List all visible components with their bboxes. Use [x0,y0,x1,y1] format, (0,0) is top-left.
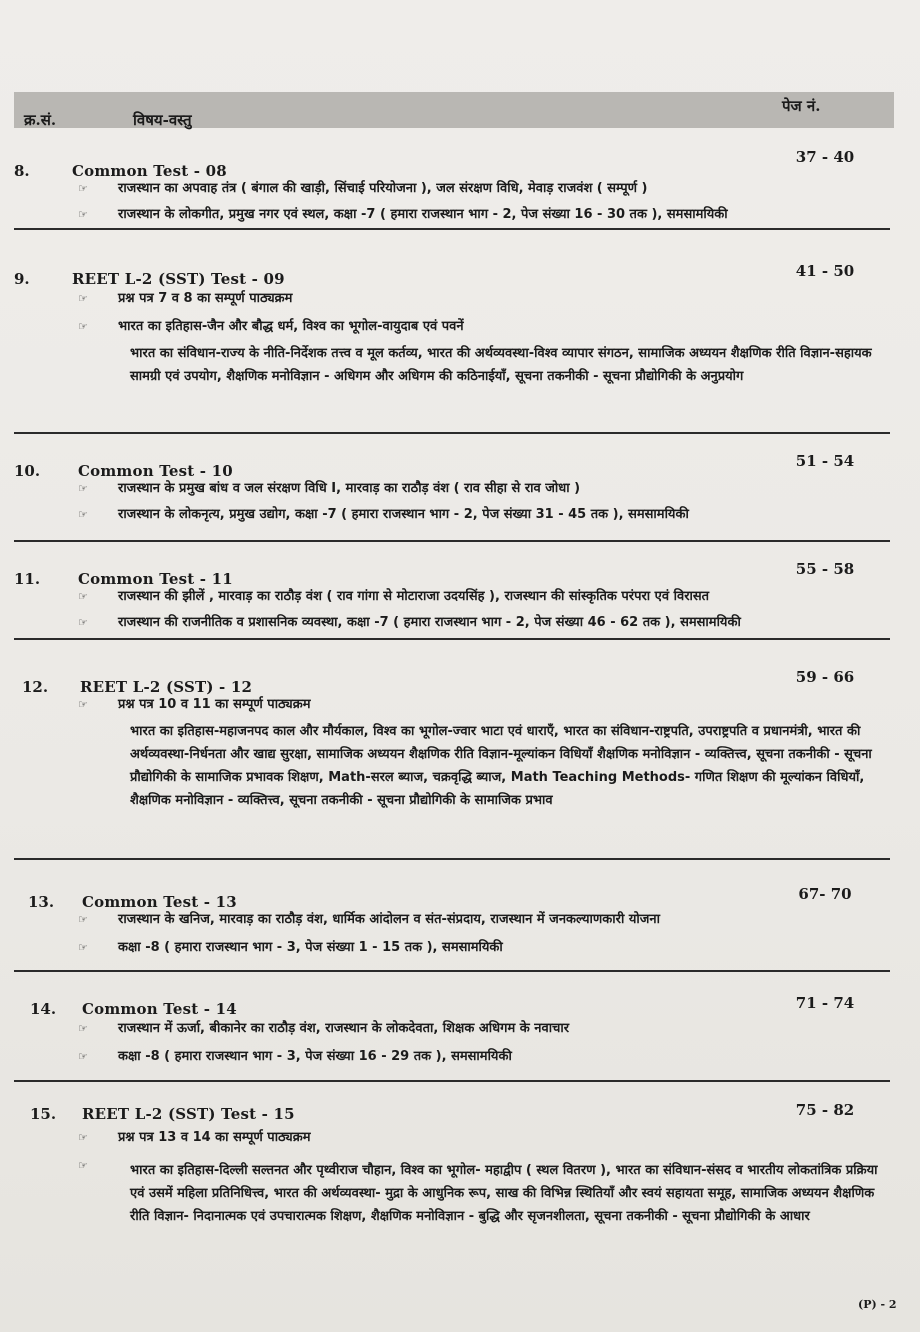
page-footer: (P) - 2 [858,1298,897,1311]
divider [14,638,890,640]
entry-number: 11. [14,570,41,588]
divider [14,432,890,434]
pointing-hand-icon: ☞ [78,616,88,629]
pointing-hand-icon: ☞ [78,1050,88,1063]
divider [14,970,890,972]
entry-pages: 59 - 66 [795,668,855,686]
pointing-hand-icon: ☞ [78,1159,88,1172]
pointing-hand-icon: ☞ [78,698,88,711]
entry-line: ☞ राजस्थान की झीलें , मारवाड़ का राठौड़ वंश ( राव गांगा से मोटाराजा उदयसिंह ), राजस्थान की सांस्कृतिक परंपरा एवं विरासत [78,589,710,604]
entry-number: 13. [28,893,55,911]
entry-number: 8. [14,162,30,180]
entry-number: 15. [30,1105,57,1123]
entry-line: ☞ कक्षा -8 ( हमारा राजस्थान भाग - 3, पेज संख्या 16 - 29 तक ), समसामयिकी [78,1049,512,1064]
entry-line: ☞ कक्षा -8 ( हमारा राजस्थान भाग - 3, पेज संख्या 1 - 15 तक ), समसामयिकी [78,940,503,955]
pointing-hand-icon: ☞ [78,208,88,221]
header-page-number: पेज नं. [782,97,821,115]
divider [14,858,890,860]
pointing-hand-icon: ☞ [78,1022,88,1035]
pointing-hand-icon: ☞ [78,508,88,521]
entry-line: ☞ प्रश्न पत्र 13 व 14 का सम्पूर्ण पाठ्यक्रम [78,1130,311,1145]
entry-title: REET L-2 (SST) - 12 [80,678,253,696]
entry-line: ☞ राजस्थान के खनिज, मारवाड़ का राठौड़ वंश, धार्मिक आंदोलन व संत-संप्रदाय, राजस्थान में जनकल्याणकारी योजना [78,912,660,927]
entry-number: 9. [14,270,30,288]
entry-title: Common Test - 13 [82,893,237,911]
header-subject: विषय-वस्तु [133,111,192,129]
entry-line: ☞ प्रश्न पत्र 7 व 8 का सम्पूर्ण पाठ्यक्रम [78,291,293,306]
entry-line: भारत का संविधान-राज्य के नीति-निर्देशक तत्त्व व मूल कर्तव्य, भारत की अर्थव्यवस्था-विश्व व्यापार संगठन, सामाजिक अध्ययन शैक्षणिक रीति विज्ञान-सहायक सामग्री एवं उपयोग, शैक्षणिक मनोविज्ञान - अधिगम और अधिगम की कठिनाईयाँ, सूचना तकनीकी - सूचना प्रौद्योगिकी के अनुप्रयोग [130,346,872,384]
entry-line: ☞ भारत का इतिहास-जैन और बौद्ध धर्म, विश्व का भूगोल-वायुदाब एवं पवनें [78,319,464,334]
pointing-hand-icon: ☞ [78,182,88,195]
pointing-hand-icon: ☞ [78,482,88,495]
entry-title: Common Test - 10 [78,462,233,480]
pointing-hand-icon: ☞ [78,320,88,333]
entry-title: Common Test - 14 [82,1000,237,1018]
entry-line: ☞ प्रश्न पत्र 10 व 11 का सम्पूर्ण पाठ्यक्रम [78,697,311,712]
entry-pages: 71 - 74 [795,994,855,1012]
entry-pages: 51 - 54 [795,452,855,470]
entry-pages: 67- 70 [798,885,852,903]
divider [14,228,890,230]
header-serial-number: क्र.सं. [24,111,57,129]
entry-number: 12. [22,678,49,696]
entry-line: ☞ राजस्थान के प्रमुख बांध व जल संरक्षण विधि I, मारवाड़ का राठौड़ वंश ( राव सीहा से राव जोधा ) [78,481,581,496]
pointing-hand-icon: ☞ [78,292,88,305]
divider [14,1080,890,1082]
entry-line: ☞ राजस्थान के लोकनृत्य, प्रमुख उद्योग, कक्षा -7 ( हमारा राजस्थान भाग - 2, पेज संख्या 31 - 45 तक ), समसामयिकी [78,507,689,522]
pointing-hand-icon: ☞ [78,590,88,603]
pointing-hand-icon: ☞ [78,1131,88,1144]
entry-number: 14. [30,1000,57,1018]
entry-line: ☞ राजस्थान की राजनीतिक व प्रशासनिक व्यवस्था, कक्षा -7 ( हमारा राजस्थान भाग - 2, पेज संख्या 46 - 62 तक ), समसामयिकी [78,615,741,630]
pointing-hand-icon: ☞ [78,913,88,926]
entry-line: ☞ राजस्थान के लोकगीत, प्रमुख नगर एवं स्थल, कक्षा -7 ( हमारा राजस्थान भाग - 2, पेज संख्या 16 - 30 तक ), समसामयिकी [78,207,728,222]
entry-line: भारत का इतिहास-महाजनपद काल और मौर्यकाल, विश्व का भूगोल-ज्वार भाटा एवं धाराएँ, भारत का संविधान-राष्ट्रपति, उपराष्ट्रपति व प्रधानमंत्री, भारत की अर्थव्यवस्था-निर्धनता और खाद्य सुरक्षा, सामाजिक अध्ययन शैक्षणिक रीति विज्ञान-मूल्यांकन विधियाँ शैक्षणिक मनोविज्ञान - व्यक्तित्त्व, सूचना तकनीकी - सूचना प्रौद्योगिकी के सामाजिक प्रभावक शिक्षण, Math-सरल ब्याज, चक्रवृद्धि ब्याज, Math Teaching Methods- गणित शिक्षण की मूल्यांकन विधियाँ, शैक्षणिक मनोविज्ञान - व्यक्तित्त्व, सूचना तकनीकी - सूचना प्रौद्योगिकी के सामाजिक प्रभाव [130,724,872,808]
entry-line: ☞ भारत का इतिहास-दिल्ली सल्तनत और पृथ्वीराज चौहान, विश्व का भूगोल- महाद्वीप ( स्थल वितरण ), भारत का संविधान-संसद व भारतीय लोकतांत्रिक प्रक्रिया एवं उसमें महिला प्रतिनिधित्त्व, भारत की अर्थव्यवस्था- मुद्रा के आधुनिक रूप, साख की विभिन्न स्थितियाँ और स्वयं सहायता समूह, सामाजिक अध्ययन शैक्षणिक रीति विज्ञान- निदानात्मक एवं उपचारात्मक शिक्षण, शैक्षणिक मनोविज्ञान - बुद्धि और सृजनशीलता, सूचना तकनीकी - सूचना प्रौद्योगिकी के आधार [78,1159,878,1224]
entry-title: REET L-2 (SST) Test - 15 [82,1105,295,1123]
entry-pages: 37 - 40 [795,148,855,166]
pointing-hand-icon: ☞ [78,941,88,954]
entry-pages: 41 - 50 [795,262,855,280]
entry-title: Common Test - 08 [72,162,227,180]
entry-pages: 75 - 82 [795,1101,855,1119]
entry-title: Common Test - 11 [78,570,233,588]
entry-line: ☞ राजस्थान में ऊर्जा, बीकानेर का राठौड़ वंश, राजस्थान के लोकदेवता, शिक्षक अधिगम के नवाचार [78,1021,570,1036]
entry-pages: 55 - 58 [795,560,855,578]
entry-number: 10. [14,462,41,480]
divider [14,540,890,542]
entry-line: ☞ राजस्थान का अपवाह तंत्र ( बंगाल की खाड़ी, सिंचाई परियोजना ), जल संरक्षण विधि, मेवाड़ राजवंश ( सम्पूर्ण ) [78,181,648,196]
entry-title: REET L-2 (SST) Test - 09 [72,270,285,288]
